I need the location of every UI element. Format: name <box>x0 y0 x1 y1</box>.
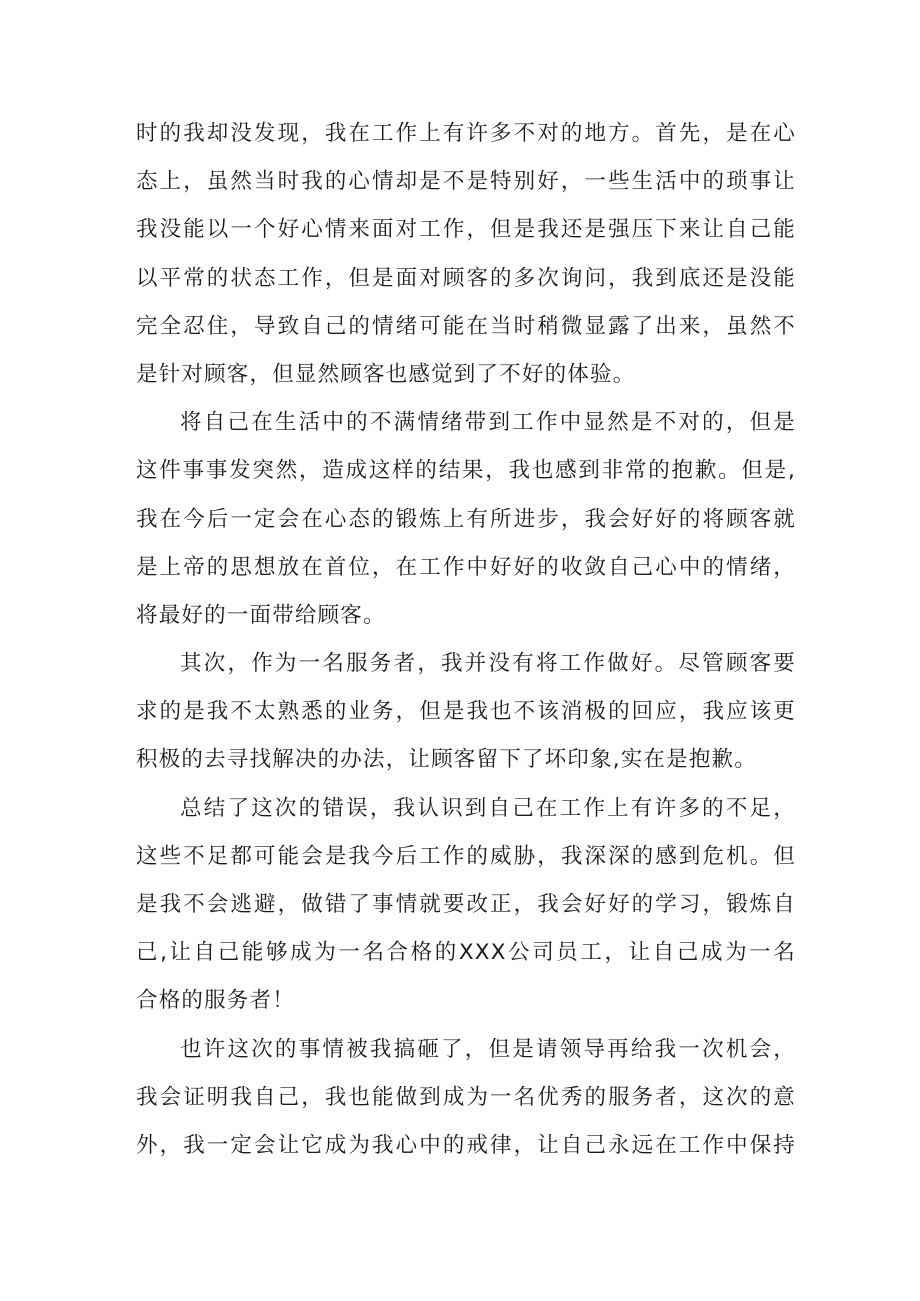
paragraph <box>136 110 796 399</box>
text-line: 以平常的状态工作，但是面对顾客的多次询问，我到底还是没能 <box>136 265 796 291</box>
text-line: 我会证明我自己，我也能做到成为一名优秀的服务者，这次的意 <box>136 1084 796 1110</box>
paragraph <box>136 785 796 1026</box>
text-line: 求的是我不太熟悉的业务，但是我也不该消极的回应，我应该更 <box>136 699 796 725</box>
text-line: 其次，作为一名服务者，我并没有将工作做好。尽管顾客要 <box>180 651 796 677</box>
text-line: 外，我一定会让它成为我心中的戒律，让自己永远在工作中保持 <box>136 1132 796 1158</box>
paragraph <box>136 640 796 785</box>
text-line: 积极的去寻找解决的办法，让顾客留下了坏印象,实在是抱歉。 <box>136 747 757 773</box>
text-line: 态上，虽然当时我的心情却是不是特别好，一些生活中的琐事让 <box>136 169 796 195</box>
text-line: 是针对顾客，但显然顾客也感觉到了不好的体验。 <box>136 361 636 387</box>
text-line: 我没能以一个好心情来面对工作，但是我还是强压下来让自己能 <box>136 217 796 243</box>
document-body <box>136 110 796 1170</box>
text-line: 也许这次的事情被我搞砸了，但是请领导再给我一次机会， <box>180 1036 796 1062</box>
text-line: 总结了这次的错误，我认识到自己在工作上有许多的不足， <box>180 795 796 821</box>
text-line: 这些不足都可能会是我今后工作的威胁，我深深的感到危机。但 <box>136 843 796 869</box>
text-line: 时的我却没发现，我在工作上有许多不对的地方。首先，是在心 <box>136 121 796 146</box>
text-line: 完全忍住，导致自己的情绪可能在当时稍微显露了出来，虽然不 <box>136 313 796 339</box>
text-line: 将自己在生活中的不满情绪带到工作中显然是不对的，但是 <box>180 410 796 436</box>
text-line: 己,让自己能够成为一名合格的XXX公司员工，让自己成为一名 <box>136 940 796 966</box>
text-line: 我在今后一定会在心态的锻炼上有所进步，我会好好的将顾客就 <box>136 506 796 532</box>
text-line: 这件事事发突然，造成这样的结果，我也感到非常的抱歉。但是, <box>136 458 796 484</box>
paragraph <box>136 1026 796 1171</box>
text-line: 将最好的一面带给顾客。 <box>136 602 386 628</box>
paragraph <box>136 399 796 640</box>
text-line: 合格的服务者！ <box>136 988 295 1014</box>
text-line: 是我不会逃避，做错了事情就要改正，我会好好的学习，锻炼自 <box>136 892 796 917</box>
text-line: 是上帝的思想放在首位，在工作中好好的收敛自己心中的情绪， <box>136 554 796 580</box>
